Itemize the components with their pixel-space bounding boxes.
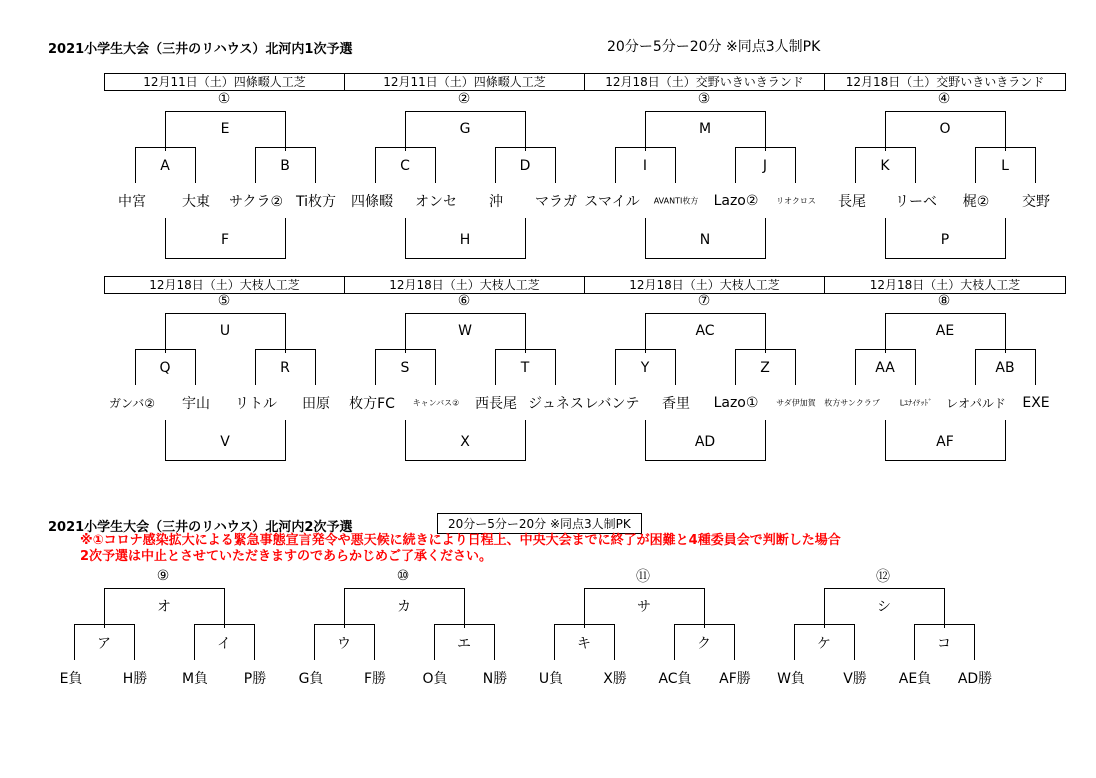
bracket-line [194, 624, 254, 625]
bracket-line [975, 147, 976, 183]
bracket-line [315, 147, 316, 183]
semi-match-label: Q [159, 360, 171, 376]
bracket-line [735, 349, 736, 385]
bracket-line [165, 111, 166, 151]
bracket-line [645, 313, 766, 314]
bracket-line [645, 258, 766, 259]
bracket-line [794, 624, 854, 625]
bracket-line [765, 420, 766, 460]
semi-match-label: A [160, 158, 170, 174]
bracket-line [1005, 313, 1006, 353]
bracket-line [854, 624, 855, 660]
bracket-line [195, 147, 196, 183]
bracket-line [74, 624, 134, 625]
bracket-line [285, 313, 286, 353]
bracket-line [434, 624, 494, 625]
team-name: AF勝 [719, 671, 751, 687]
bracket-line [135, 349, 136, 385]
team-name: 大東 [182, 194, 210, 210]
bracket-line [915, 147, 916, 183]
bracket-line [735, 147, 736, 183]
final-match-label: E [220, 121, 230, 137]
venue-cell: 12月18日（土）大枝人工芝 [105, 277, 345, 293]
semi-match-label: S [400, 360, 410, 376]
bracket-line [584, 588, 585, 628]
bracket-line [315, 349, 316, 385]
team-name: リオクロス [776, 196, 816, 206]
final-match-label: U [219, 323, 231, 339]
bracket-line [885, 111, 886, 151]
placement-match-label: H [459, 232, 471, 248]
bracket-line [885, 218, 886, 258]
team-name: F勝 [363, 671, 387, 687]
bracket-line [405, 460, 526, 461]
team-name: 四條畷 [351, 194, 393, 210]
final-match-label: カ [397, 599, 411, 615]
bracket-line [165, 313, 166, 353]
team-name: O負 [422, 671, 448, 687]
bracket-line [1005, 420, 1006, 460]
group-number: ② [457, 91, 471, 107]
bracket-line [494, 624, 495, 660]
semi-match-label: イ [217, 636, 231, 652]
final-match-label: G [459, 121, 471, 137]
bracket-line [795, 147, 796, 183]
bracket-line [375, 349, 435, 350]
bracket-line [255, 349, 256, 385]
bracket-line [344, 588, 465, 589]
bracket-line [855, 349, 856, 385]
bracket-line [645, 111, 646, 151]
bracket-line [165, 313, 286, 314]
team-name: AD勝 [957, 671, 993, 687]
bracket-line [885, 460, 1006, 461]
placement-match-label: V [220, 434, 230, 450]
bracket-group [763, 568, 1003, 778]
team-name: Ti枚方 [295, 194, 337, 210]
semi-match-label: ア [97, 636, 111, 652]
bracket-line [255, 147, 315, 148]
semi-match-label: キ [577, 636, 591, 652]
placement-match-label: N [699, 232, 711, 248]
team-name: U負 [538, 671, 564, 687]
bracket-line [195, 349, 196, 385]
bracket-line [285, 218, 286, 258]
team-name: 枚方サンクラブ [824, 398, 880, 408]
bracket-line [104, 588, 225, 589]
placement-match-label: AF [936, 434, 954, 450]
venue-cell: 12月18日（土）大枝人工芝 [585, 277, 825, 293]
rule-first-round: 20分ー5分ー20分 ※同点3人制PK [607, 39, 821, 55]
team-name: ガンバ② [109, 396, 155, 411]
bracket-line [255, 147, 256, 183]
final-match-label: O [939, 121, 951, 137]
bracket-line [435, 147, 436, 183]
placement-match-label: X [460, 434, 470, 450]
semi-match-label: ク [697, 636, 711, 652]
bracket-line [555, 349, 556, 385]
bracket-line [255, 349, 315, 350]
bracket-group [584, 293, 824, 503]
bracket-group [104, 293, 344, 503]
bracket-line [855, 147, 856, 183]
bracket-line [794, 624, 795, 660]
team-name: 宇山 [182, 396, 210, 412]
bracket-line [584, 588, 705, 589]
bracket-line [375, 147, 376, 183]
final-match-label: シ [877, 599, 891, 615]
team-name: AVANTI枚方 [653, 196, 699, 206]
semi-match-label: ウ [337, 636, 351, 652]
bracket-line [674, 624, 675, 660]
bracket-line [915, 349, 916, 385]
bracket-line [975, 147, 1035, 148]
venue-cell: 12月18日（土）大枝人工芝 [345, 277, 585, 293]
group-number: ⑤ [217, 293, 231, 309]
group-number: ④ [937, 91, 951, 107]
bracket-line [435, 349, 436, 385]
bracket-line [885, 313, 886, 353]
semi-match-label: エ [457, 636, 471, 652]
semi-match-label: L [1001, 158, 1009, 174]
title-first-round: 2021小学生大会（三井のリハウス）北河内1次予選 [48, 42, 353, 57]
bracket-line [434, 624, 435, 660]
bracket-line [885, 258, 1006, 259]
team-name: E負 [59, 671, 83, 687]
bracket-line [1005, 111, 1006, 151]
semi-match-label: J [762, 158, 768, 174]
bracket-line [795, 349, 796, 385]
bracket-group [344, 91, 584, 301]
venue-cell: 12月18日（土）大枝人工芝 [869, 278, 1021, 292]
semi-match-label: ケ [817, 636, 831, 652]
team-name: リーベ [895, 194, 937, 210]
team-name: 沖 [489, 194, 503, 210]
bracket-line [405, 420, 406, 460]
bracket-line [885, 313, 1006, 314]
final-match-label: AE [935, 323, 955, 339]
team-name: 西長尾 [475, 396, 517, 412]
bracket-line [405, 258, 526, 259]
team-name: 長尾 [838, 194, 866, 210]
group-number: ⑩ [396, 568, 410, 584]
bracket-line [824, 588, 945, 589]
team-name: G負 [298, 671, 324, 687]
team-name: 枚方FC [349, 396, 395, 412]
bracket-line [495, 349, 555, 350]
bracket-line [135, 147, 136, 183]
bracket-line [735, 349, 795, 350]
team-name: 香里 [662, 396, 690, 412]
venue-cell: 12月18日（土）交野いきいきランド [585, 74, 825, 90]
semi-match-label: B [280, 158, 290, 174]
bracket-line [645, 420, 646, 460]
bracket-group [824, 293, 1064, 503]
bracket-line [735, 147, 795, 148]
bracket-line [944, 588, 945, 628]
bracket-line [374, 624, 375, 660]
team-name: AE負 [898, 671, 932, 687]
semi-match-label: C [400, 158, 410, 174]
bracket-group [104, 91, 344, 301]
bracket-line [314, 624, 315, 660]
bracket-line [615, 147, 616, 183]
team-name: キャンバス② [412, 398, 460, 408]
bracket-line [375, 147, 435, 148]
venue-row-1 [104, 73, 1066, 91]
semi-match-label: I [642, 158, 648, 174]
bracket-line [975, 349, 976, 385]
team-name: リトル [235, 396, 277, 412]
team-name: EXE [1022, 395, 1050, 411]
bracket-line [974, 624, 975, 660]
team-name: Lazo② [713, 193, 759, 209]
final-match-label: AC [695, 323, 715, 339]
bracket-line [525, 420, 526, 460]
bracket-group [824, 91, 1064, 301]
bracket-line [495, 147, 496, 183]
team-name: AC負 [658, 671, 692, 687]
bracket-line [495, 147, 555, 148]
bracket-line [554, 624, 614, 625]
bracket-line [555, 147, 556, 183]
bracket-line [1035, 147, 1036, 183]
team-name: Lazo① [713, 395, 759, 411]
bracket-line [165, 111, 286, 112]
semi-match-label: R [280, 360, 290, 376]
bracket-line [525, 218, 526, 258]
semi-match-label: Y [640, 360, 650, 376]
team-name: X勝 [603, 671, 627, 687]
bracket-line [525, 313, 526, 353]
bracket-line [135, 349, 195, 350]
venue-cell: 12月18日（土）交野いきいきランド [845, 75, 1045, 89]
bracket-line [645, 218, 646, 258]
team-name: 梶② [962, 194, 990, 210]
bracket-line [495, 349, 496, 385]
group-number: ① [217, 91, 231, 107]
bracket-group [283, 568, 523, 778]
bracket-line [405, 218, 406, 258]
rule-second-round: 20分ー5分ー20分 ※同点3人制PK [437, 513, 642, 534]
bracket-line [464, 588, 465, 628]
bracket-line [885, 420, 886, 460]
venue-cell: 12月11日（土）四條畷人工芝 [345, 74, 585, 90]
bracket-line [855, 349, 915, 350]
bracket-line [405, 313, 526, 314]
team-name: 田原 [302, 396, 330, 412]
group-number: ⑧ [937, 293, 951, 309]
bracket-group [344, 293, 584, 503]
group-number: ⑨ [156, 568, 170, 584]
bracket-line [74, 624, 75, 660]
group-number: ⑪ [636, 569, 650, 585]
team-name: N勝 [482, 671, 508, 687]
bracket-line [554, 624, 555, 660]
final-match-label: サ [637, 599, 651, 615]
bracket-line [254, 624, 255, 660]
team-name: スマイル [584, 194, 640, 210]
bracket-group [523, 568, 763, 778]
bracket-line [734, 624, 735, 660]
bracket-line [914, 624, 915, 660]
bracket-line [855, 147, 915, 148]
bracket-line [344, 588, 345, 628]
bracket-line [314, 624, 374, 625]
team-name: レバンテ [584, 396, 640, 412]
group-number: ⑦ [697, 293, 711, 309]
semi-match-label: AA [875, 360, 895, 376]
bracket-line [1005, 218, 1006, 258]
bracket-line [765, 313, 766, 353]
final-match-label: M [698, 121, 712, 137]
team-name: サダ伊加賀 [776, 398, 816, 408]
team-name: V勝 [843, 671, 867, 687]
bracket-line [615, 147, 675, 148]
team-name: ジュネス [528, 396, 584, 412]
semi-match-label: AB [995, 360, 1015, 376]
bracket-line [675, 349, 676, 385]
bracket-line [405, 313, 406, 353]
semi-match-label: D [519, 158, 531, 174]
bracket-line [615, 349, 616, 385]
final-match-label: オ [157, 599, 171, 615]
bracket-line [674, 624, 734, 625]
bracket-line [165, 460, 286, 461]
bracket-line [765, 218, 766, 258]
bracket-line [285, 420, 286, 460]
semi-match-label: K [880, 158, 890, 174]
team-name: オンセ [415, 194, 457, 210]
bracket-line [405, 111, 406, 151]
team-name: W負 [777, 671, 805, 687]
bracket-line [885, 111, 1006, 112]
placement-match-label: AD [694, 434, 716, 450]
bracket-group [584, 91, 824, 301]
semi-match-label: コ [937, 636, 951, 652]
team-name: サクラ② [229, 194, 283, 210]
bracket-line [765, 111, 766, 151]
notice-line-2: 2次予選は中止とさせていただきますのであらかじめご了承ください。 [80, 549, 493, 564]
bracket-line [824, 588, 825, 628]
bracket-line [675, 147, 676, 183]
placement-match-label: F [220, 232, 230, 248]
bracket-line [165, 218, 166, 258]
team-name: マラガ [535, 194, 577, 210]
bracket-line [645, 111, 766, 112]
bracket-line [134, 624, 135, 660]
bracket-line [194, 624, 195, 660]
group-number: ③ [697, 91, 711, 107]
bracket-line [224, 588, 225, 628]
bracket-line [975, 349, 1035, 350]
bracket-line [165, 420, 166, 460]
final-match-label: W [458, 323, 472, 339]
group-number: ⑫ [876, 569, 890, 585]
bracket-line [104, 588, 105, 628]
bracket-line [165, 258, 286, 259]
bracket-line [704, 588, 705, 628]
title-second-round: 2021小学生大会（三井のリハウス）北河内2次予選 [48, 520, 353, 535]
semi-match-label: Z [760, 360, 770, 376]
bracket-line [614, 624, 615, 660]
bracket-line [615, 349, 675, 350]
bracket-line [405, 111, 526, 112]
team-name: M負 [181, 671, 209, 687]
bracket-group [43, 568, 283, 778]
team-name: レオパルド [946, 396, 1006, 411]
group-number: ⑥ [457, 293, 471, 309]
team-name: 中宮 [118, 194, 146, 210]
team-name: H勝 [122, 671, 148, 687]
semi-match-label: T [520, 360, 530, 376]
team-name: P勝 [243, 671, 267, 687]
bracket-line [914, 624, 974, 625]
venue-cell: 12月11日（土）四條畷人工芝 [105, 74, 345, 90]
team-name: Lﾕﾅｲﾃｯﾄﾞ [899, 398, 933, 408]
bracket-line [375, 349, 376, 385]
bracket-line [645, 460, 766, 461]
bracket-line [645, 313, 646, 353]
team-name: 交野 [1022, 194, 1050, 210]
bracket-line [525, 111, 526, 151]
notice-line-1: ※①コロナ感染拡大による緊急事態宣言発令や悪天候に続きにより日程上、中央大会までに終了が困難と4種委員会で判断した場合 [80, 533, 841, 548]
bracket-line [285, 111, 286, 151]
placement-match-label: P [940, 232, 950, 248]
bracket-line [1035, 349, 1036, 385]
bracket-line [135, 147, 195, 148]
